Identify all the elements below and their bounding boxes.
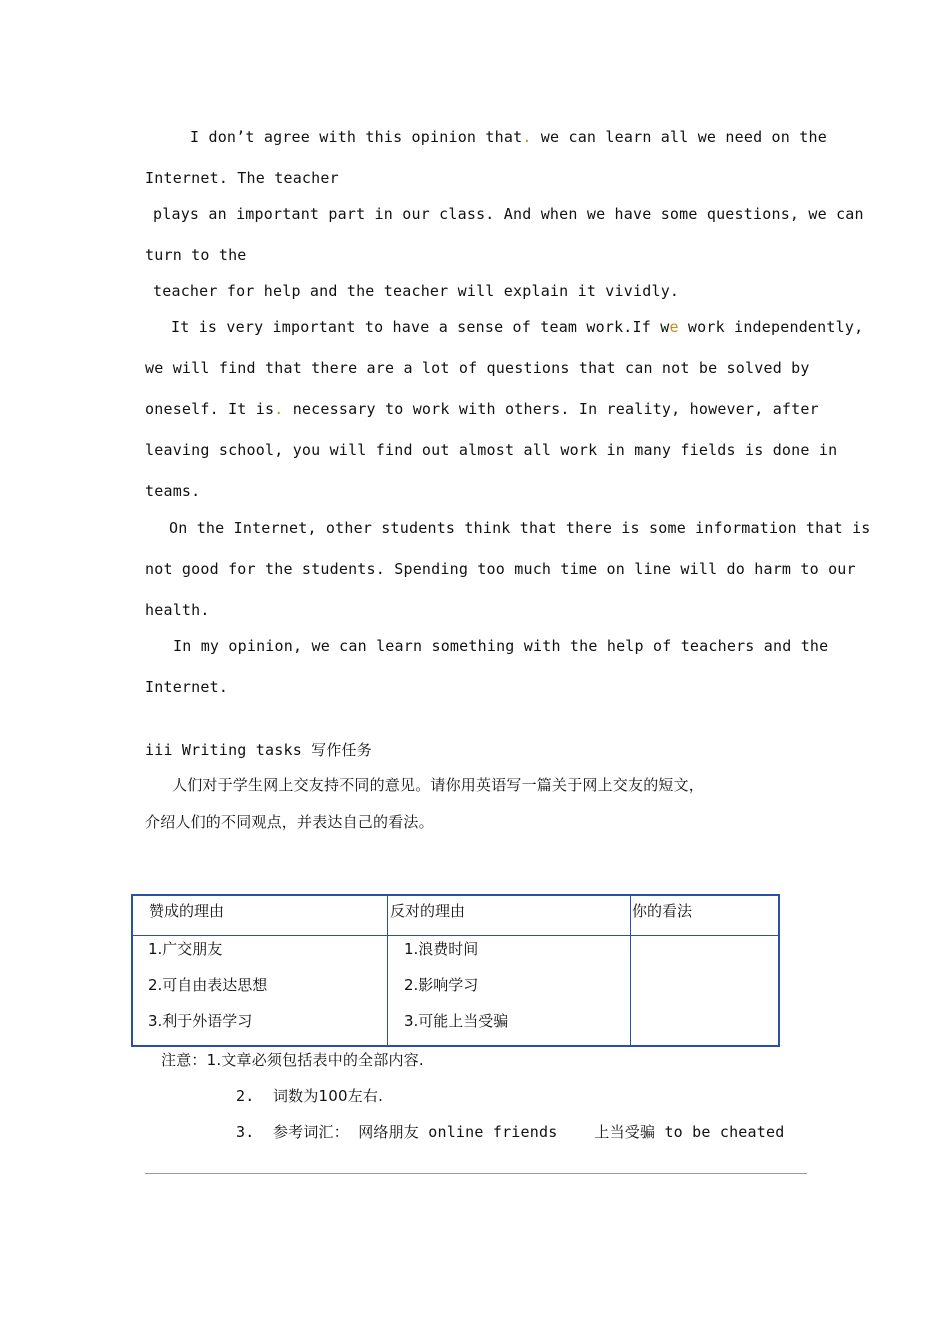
note-line: 注意：1.文章必须包括表中的全部内容. <box>161 1051 424 1069</box>
essay-line: It is very important to have a sense of team work.If we work independently, <box>171 318 864 336</box>
essay-line: In my opinion, we can learn something with the help of teachers and the <box>173 637 829 655</box>
essay-line: teams. <box>145 482 201 500</box>
edit-mark: e <box>669 318 679 336</box>
note-line: 2. 词数为100左右. <box>236 1087 384 1105</box>
table-header-cell: 你的看法 <box>631 895 780 935</box>
note-line: 3. 参考词汇： 网络朋友 online friends 上当受骗 to be cheated <box>236 1123 785 1141</box>
essay-line: leaving school, you will find out almost all work in many fields is done in <box>145 441 838 459</box>
essay-line: oneself. It is. necessary to work with others. In reality, however, after <box>145 400 819 418</box>
pros-cell <box>132 935 388 1046</box>
essay-line: I don’t agree with this opinion that. we can learn all we need on the <box>190 128 827 146</box>
table-header-cell: 赞成的理由 <box>132 895 388 935</box>
essay-line: we will find that there are a lot of questions that can not be solved by <box>145 359 810 377</box>
list-item: 1.浪费时间 <box>404 939 479 958</box>
essay-line: health. <box>145 601 210 619</box>
task-prompt: 介绍人们的不同观点，并表达自己的看法。 <box>145 813 434 831</box>
list-item: 2.影响学习 <box>404 975 479 994</box>
edit-mark: . <box>274 400 284 418</box>
section-heading: iii Writing tasks 写作任务 <box>145 741 372 759</box>
cons-cell <box>388 935 631 1046</box>
list-item: 3.利于外语学习 <box>148 1011 253 1030</box>
opinion-cell <box>631 935 780 1046</box>
edit-mark: . <box>522 128 532 146</box>
task-prompt: 人们对于学生网上交友持不同的意见。请你用英语写一篇关于网上交友的短文， <box>172 776 705 794</box>
essay-line: On the Internet, other students think that there is some information that is <box>169 519 871 537</box>
list-item: 2.可自由表达思想 <box>148 975 268 994</box>
essay-line: plays an important part in our class. And when we have some questions, we can <box>153 205 864 223</box>
opinion-table <box>131 894 780 1047</box>
essay-line: Internet. The teacher <box>145 169 339 187</box>
table-header-cell: 反对的理由 <box>388 895 631 935</box>
essay-line: not good for the students. Spending too much time on line will do harm to our <box>145 560 856 578</box>
essay-line: turn to the <box>145 246 247 264</box>
essay-line: Internet. <box>145 678 229 696</box>
essay-line: teacher for help and the teacher will explain it vividly. <box>153 282 680 300</box>
footer-divider <box>145 1173 807 1174</box>
list-item: 3.可能上当受骗 <box>404 1011 509 1030</box>
list-item: 1.广交朋友 <box>148 939 223 958</box>
